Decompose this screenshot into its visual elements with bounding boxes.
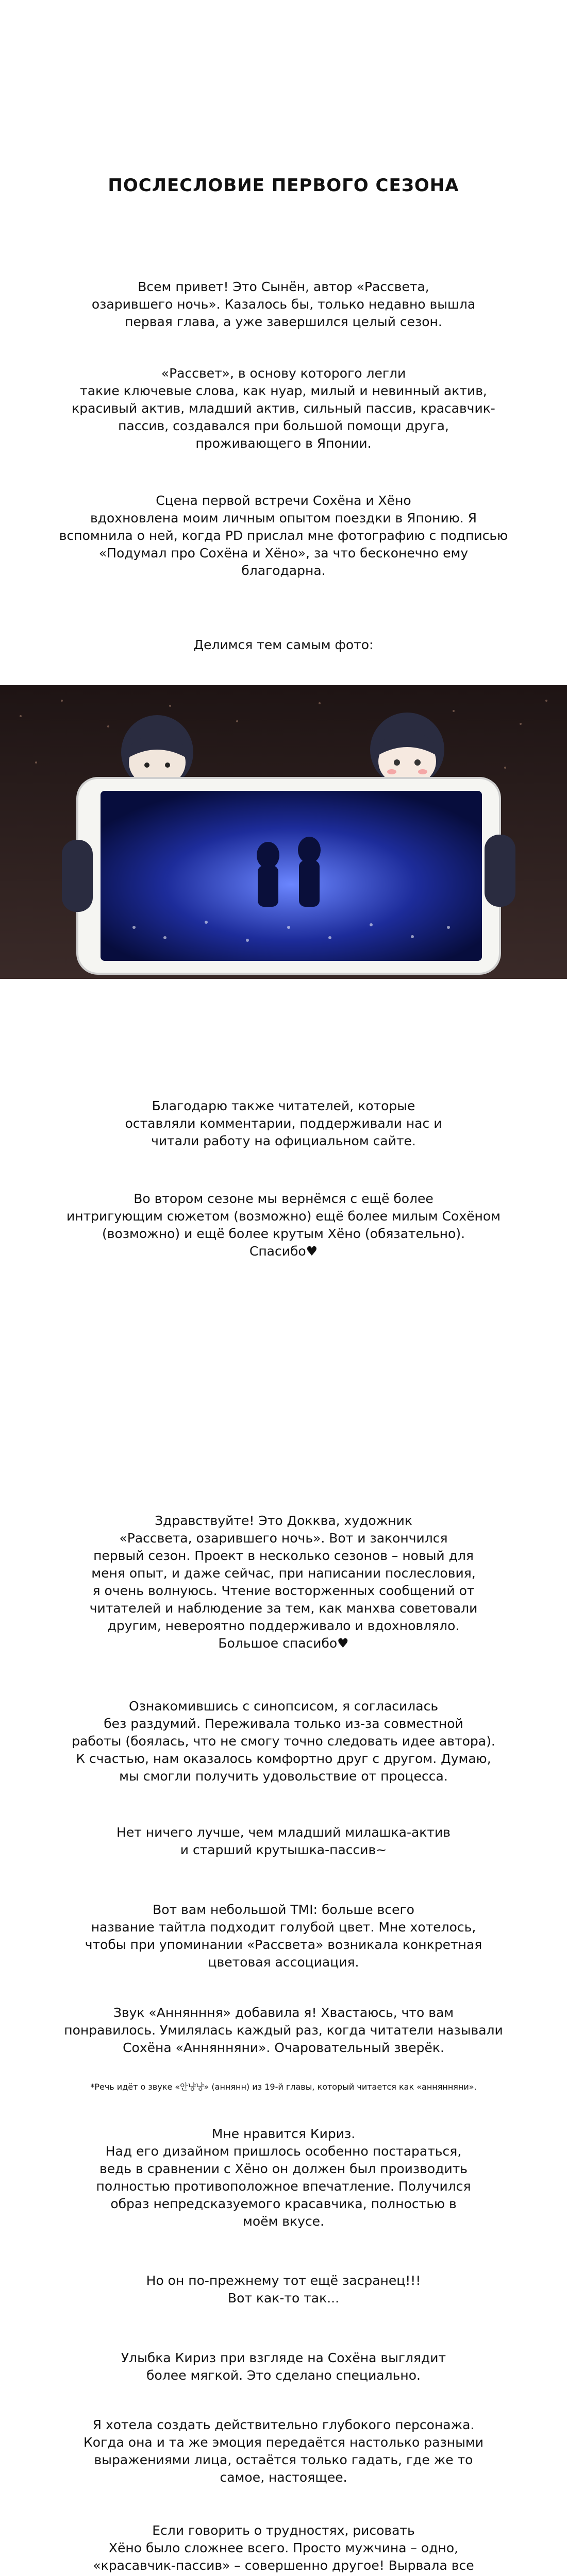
text-line: Звук «Аннянння» добавила я! Хвастаюсь, что вам bbox=[113, 2005, 454, 2020]
syhyen-paragraph-3 bbox=[0, 492, 567, 580]
text-line: озарившего ночь». Казалось бы, только недавно вышла bbox=[91, 297, 476, 312]
text-line: (возможно) и ещё более крутым Хёно (обязательно). bbox=[102, 1226, 465, 1241]
text-line: Нет ничего лучше, чем младший милашка-актив bbox=[116, 1825, 451, 1840]
text-line: Сохёна «Аннянняни». Очаровательный зверёк. bbox=[123, 2040, 444, 2055]
syhyen-paragraph-2 bbox=[0, 365, 567, 452]
text-line: «Рассвет», в основу которого легли bbox=[161, 366, 406, 381]
text-line: Большое спасибо♥ bbox=[218, 1636, 349, 1651]
text-line: Но он по-прежнему тот ещё засранец!!! bbox=[146, 2273, 421, 2288]
text-line: вспомнила о ней, когда PD прислал мне фотографию с подписью bbox=[59, 528, 508, 543]
text-line: Улыбка Кириз при взгляде на Сохёна выглядит bbox=[121, 2350, 446, 2365]
photo-caption: Делимся тем самым фото: bbox=[193, 637, 374, 652]
dokkwa-paragraph-4 bbox=[0, 1901, 567, 1971]
text-line: «красавчик-пассив» – совершенно другое! Вырвала все bbox=[93, 2558, 474, 2573]
text-line: Спасибо♥ bbox=[249, 1244, 318, 1259]
text-line: я очень волнуюсь. Чтение восторженных сообщений от bbox=[92, 1583, 475, 1598]
text-line: Мне нравится Кириз. bbox=[211, 2126, 356, 2141]
text-line: Вот вам небольшой TMI: больше всего bbox=[153, 1902, 414, 1917]
footnote: *Речь идёт о звуке «안냥냥» (аннянн) из 19-й главы, который читается как «аннянняни». bbox=[90, 2082, 477, 2092]
dokkwa-paragraph-8 bbox=[0, 2349, 567, 2384]
text-line: читали работу на официальном сайте. bbox=[151, 1133, 416, 1148]
text-line: Сцена первой встречи Сохёна и Хёно bbox=[156, 493, 411, 508]
text-line: образ непредсказуемого красавчика, полностью в bbox=[110, 2196, 457, 2211]
text-line: мы смогли получить удовольствие от процесса. bbox=[119, 1769, 448, 1784]
text-line: первая глава, а уже завершился целый сезон. bbox=[125, 314, 442, 329]
text-line: Здравствуйте! Это Докква, художник bbox=[155, 1513, 412, 1528]
dokkwa-paragraph-3 bbox=[0, 1824, 567, 1859]
syhyen-paragraph-6 bbox=[0, 1190, 567, 1260]
text-line: выражениями лица, остаётся только гадать, где же то bbox=[94, 2452, 473, 2467]
text-line: благодарна. bbox=[241, 563, 326, 578]
dokkwa-paragraph-9 bbox=[0, 2416, 567, 2486]
dokkwa-paragraph-10 bbox=[0, 2522, 567, 2576]
text-line: оставляли комментарии, поддерживали нас и bbox=[125, 1116, 442, 1131]
text-line: чтобы при упоминании «Рассвета» возникала конкретная bbox=[85, 1937, 482, 1952]
character-right bbox=[370, 713, 444, 787]
text-line: Во втором сезоне мы вернёмся с ещё более bbox=[134, 1191, 433, 1206]
text-line: моём вкусе. bbox=[242, 2214, 325, 2229]
text-line: Всем привет! Это Сынён, автор «Рассвета, bbox=[138, 279, 429, 294]
dokkwa-paragraph-6 bbox=[0, 2125, 567, 2230]
text-line: самое, настоящее. bbox=[220, 2470, 347, 2485]
text-line: «Подумал про Сохёна и Хёно», за что бесконечно ему bbox=[98, 546, 469, 561]
text-line: и старший крутышка-пассив~ bbox=[180, 1842, 387, 1857]
dokkwa-paragraph-1 bbox=[0, 1512, 567, 1652]
text-line: более мягкой. Это сделано специально. bbox=[146, 2368, 421, 2383]
afterword-title: ПОСЛЕСЛОВИЕ ПЕРВОГО СЕЗОНА bbox=[108, 175, 459, 196]
text-line: пассив, создавался при большой помощи друга, bbox=[118, 418, 449, 433]
text-line: проживающего в Японии. bbox=[195, 436, 372, 451]
text-line: Ознакомившись с синопсисом, я согласилась bbox=[128, 1699, 439, 1714]
text-line: первый сезон. Проект в несколько сезонов – новый для bbox=[93, 1548, 474, 1563]
text-line: работы (боялась, что не смогу точно следовать идее автора). bbox=[72, 1734, 495, 1749]
text-line: ведь в сравнении с Хёно он должен был производить bbox=[99, 2161, 468, 2176]
syhyen-paragraph-5 bbox=[0, 1097, 567, 1150]
text-line: Благодарю также читателей, которые bbox=[152, 1098, 415, 1113]
dokkwa-paragraph-2 bbox=[0, 1698, 567, 1785]
dokkwa-paragraph-5 bbox=[0, 2004, 567, 2057]
dokkwa-paragraph-7 bbox=[0, 2272, 567, 2307]
text-line: К счастью, нам оказалось комфортно друг с другом. Думаю, bbox=[76, 1751, 491, 1766]
text-line: такие ключевые слова, как нуар, милый и невинный актив, bbox=[80, 383, 487, 398]
text-line: другим, невероятно поддерживало и вдохновляло. bbox=[107, 1618, 460, 1633]
syhyen-paragraph-1 bbox=[0, 278, 567, 331]
text-line: «Рассвета, озарившего ночь». Вот и закончился bbox=[119, 1531, 448, 1546]
text-line: Если говорить о трудностях, рисовать bbox=[152, 2523, 415, 2538]
text-line: меня опыт, и даже сейчас, при написании послесловия, bbox=[91, 1566, 476, 1581]
text-line: без раздумий. Переживала только из-за совместной bbox=[104, 1716, 463, 1731]
text-line: Над его дизайном пришлось особенно постараться, bbox=[105, 2144, 462, 2159]
text-line: читателей и наблюдение за тем, как манхва советовали bbox=[89, 1601, 478, 1616]
text-line: понравилось. Умилялась каждый раз, когда читатели называли bbox=[64, 2023, 503, 2038]
phone-screen bbox=[101, 791, 482, 961]
text-line: цветовая ассоциация. bbox=[208, 1955, 359, 1970]
text-line: вдохновлена моим личным опытом поездки в Японию. Я bbox=[90, 511, 477, 526]
text-line: интригующим сюжетом (возможно) ещё более милым Сохёном bbox=[66, 1209, 501, 1224]
text-line: Я хотела создать действительно глубокого персонажа. bbox=[92, 2417, 475, 2432]
text-line: название тайтла подходит голубой цвет. Мне хотелось, bbox=[91, 1920, 476, 1935]
text-line: Когда она и та же эмоция передаётся настолько разными bbox=[84, 2435, 483, 2450]
text-line: красивый актив, младший актив, сильный пассив, красавчик- bbox=[72, 401, 495, 416]
text-line: Вот как-то так... bbox=[227, 2291, 340, 2306]
phone-photo-svg bbox=[0, 685, 567, 979]
phone-photo-illustration bbox=[0, 685, 567, 979]
text-line: полностью противоположное впечатление. Получился bbox=[96, 2179, 471, 2194]
text-line: Хёно было сложнее всего. Просто мужчина – одно, bbox=[108, 2540, 459, 2555]
